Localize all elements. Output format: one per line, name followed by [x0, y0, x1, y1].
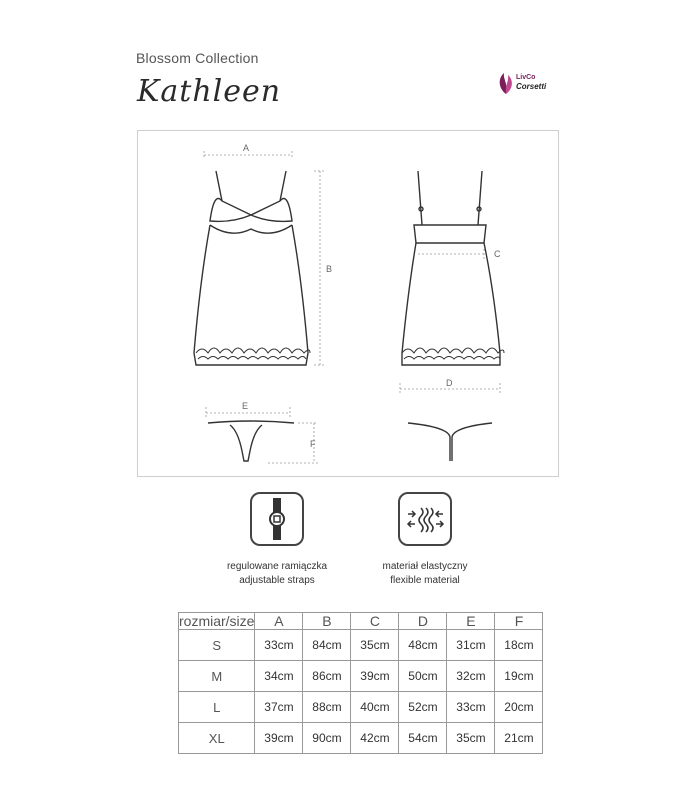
feature-label-en: flexible material — [390, 575, 460, 586]
dim-label-c: C — [494, 249, 501, 259]
value-cell: 50cm — [399, 661, 447, 692]
value-cell: 33cm — [255, 630, 303, 661]
value-cell: 19cm — [495, 661, 543, 692]
elastic-material-icon — [398, 492, 452, 546]
value-cell: 34cm — [255, 661, 303, 692]
feature-label-pl: materiał elastyczny — [382, 561, 468, 572]
value-cell: 54cm — [399, 723, 447, 754]
column-header: D — [399, 613, 447, 630]
value-cell: 33cm — [447, 692, 495, 723]
table-row — [179, 630, 543, 661]
back-lace-hem — [402, 348, 504, 359]
value-cell: 84cm — [303, 630, 351, 661]
value-cell: 52cm — [399, 692, 447, 723]
value-cell: 88cm — [303, 692, 351, 723]
size-cell: S — [179, 630, 255, 661]
brand-logo-icon — [496, 70, 516, 96]
value-cell: 42cm — [351, 723, 399, 754]
value-cell: 32cm — [447, 661, 495, 692]
dimension-lines — [204, 151, 500, 463]
table-row — [179, 692, 543, 723]
brand-line-2: Corsetti — [516, 82, 547, 91]
size-table-corner: rozmiar/size — [179, 613, 255, 629]
dim-label-f: F — [310, 439, 316, 449]
value-cell: 48cm — [399, 630, 447, 661]
table-row — [179, 661, 543, 692]
dim-label-b: B — [326, 264, 333, 274]
brand-line-1: LivCo — [516, 74, 536, 81]
value-cell: 35cm — [351, 630, 399, 661]
size-cell: XL — [179, 723, 255, 754]
feature-adjustable-straps — [207, 492, 347, 588]
size-table-header — [179, 613, 543, 630]
value-cell: 21cm — [495, 723, 543, 754]
measurement-diagram — [137, 130, 559, 477]
column-header: E — [447, 613, 495, 630]
thong-back-drawing — [408, 423, 492, 461]
brand-logo — [496, 68, 556, 100]
column-header: F — [495, 613, 543, 630]
thong-front-drawing — [208, 421, 294, 461]
value-cell: 37cm — [255, 692, 303, 723]
table-row — [179, 723, 543, 754]
chemise-back-drawing — [402, 171, 500, 365]
value-cell: 39cm — [351, 661, 399, 692]
value-cell: 40cm — [351, 692, 399, 723]
chemise-front-drawing — [194, 171, 308, 365]
size-cell: M — [179, 661, 255, 692]
diagram-svg — [138, 131, 560, 478]
adjustable-strap-icon — [250, 492, 304, 546]
feature-flexible-material — [355, 492, 495, 588]
feature-label-en: adjustable straps — [239, 575, 315, 586]
dim-label-e: E — [242, 401, 249, 411]
value-cell: 31cm — [447, 630, 495, 661]
front-lace-hem — [196, 348, 310, 359]
dim-label-d: D — [446, 378, 453, 388]
value-cell: 86cm — [303, 661, 351, 692]
column-header: B — [303, 613, 351, 630]
size-cell: L — [179, 692, 255, 723]
size-table — [178, 612, 543, 754]
collection-name: Blossom Collection — [136, 50, 259, 66]
value-cell: 20cm — [495, 692, 543, 723]
column-header: C — [351, 613, 399, 630]
value-cell: 35cm — [447, 723, 495, 754]
value-cell: 18cm — [495, 630, 543, 661]
dim-label-a: A — [243, 143, 250, 153]
value-cell: 39cm — [255, 723, 303, 754]
column-header: A — [255, 613, 303, 630]
product-name: Kathleen — [137, 74, 282, 109]
feature-label-pl: regulowane ramiączka — [226, 561, 328, 572]
value-cell: 90cm — [303, 723, 351, 754]
